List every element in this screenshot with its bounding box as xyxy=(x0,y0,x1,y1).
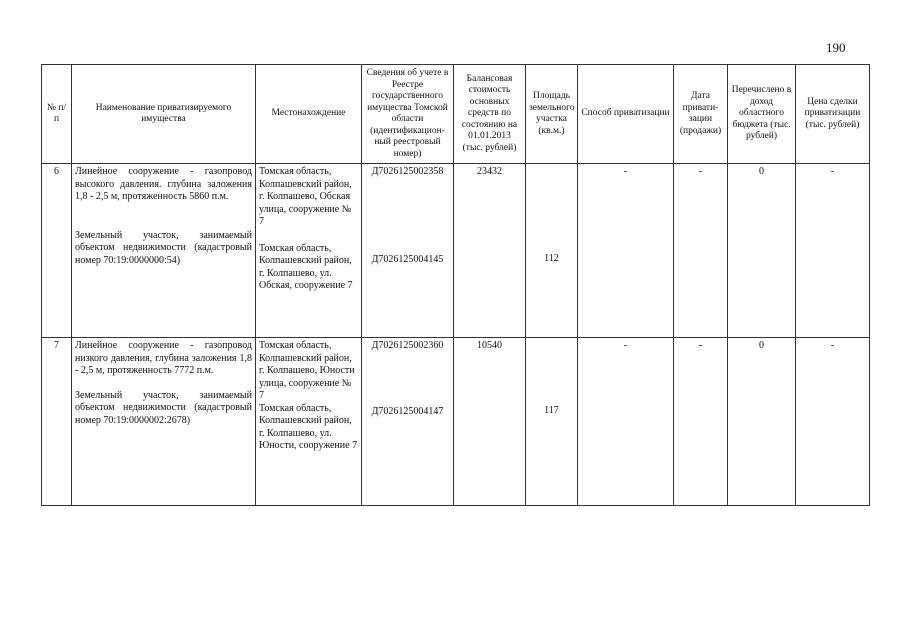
page-number: 190 xyxy=(826,40,846,55)
row-price: - xyxy=(796,164,870,338)
privatization-table xyxy=(41,64,870,506)
row-location-structure: Томская область, Колпашевский район, г. Колпашево, Обская улица, сооружение № 7 xyxy=(259,166,352,227)
row-location xyxy=(256,338,362,506)
row-price: - xyxy=(796,338,870,506)
row-area-value: 117 xyxy=(544,405,559,416)
col-header-balance: Балансовая стоимость основных средств по состоянию на 01.01.2013 (тыс. рублей) xyxy=(454,65,526,164)
row-area-value: 112 xyxy=(544,253,559,264)
row-location-land: Томская область, Колпашевский район, г. Колпашево, ул. Юности, сооружение 7 xyxy=(259,402,358,451)
row-method: - xyxy=(578,164,674,338)
col-header-date: Дата привати-зации (продажи) xyxy=(674,65,728,164)
row-registry-structure: Д7026125002358 xyxy=(371,166,444,177)
row-registry-structure: Д7026125002360 xyxy=(371,340,444,351)
row-area xyxy=(526,338,578,506)
row-name xyxy=(72,338,256,506)
row-name-land: Земельный участок, занимаемый объектом недвижимости (кадастровый номер 70:19:0000002:2678) xyxy=(75,389,252,426)
row-name-structure: Линейное сооружение - газопровод низкого давления, глубина заложения 1,8 - 2,5 м, протяженность 7772 п.м. xyxy=(75,340,252,376)
col-header-transferred: Перечислено в доход областного бюджета (тыс. рублей) xyxy=(728,65,796,164)
table-row xyxy=(42,338,870,506)
row-registry xyxy=(362,338,454,506)
col-header-location: Местонахождение xyxy=(256,65,362,164)
row-registry xyxy=(362,164,454,338)
table-row xyxy=(42,164,870,338)
row-name-land: Земельный участок, занимаемый объектом недвижимости (кадастровый номер 70:19:0000000:54) xyxy=(75,229,252,266)
row-location xyxy=(256,164,362,338)
row-area xyxy=(526,164,578,338)
row-method: - xyxy=(578,338,674,506)
row-name-structure: Линейное сооружение - газопровод высокого давления. глубина заложения 1,8 - 2,5 м, протяженность 5860 п.м. xyxy=(75,166,252,202)
col-header-registry: Сведения об учете в Реестре государственного имущества Томской области (идентификацион-ный реестровый номер) xyxy=(362,65,454,164)
row-transferred: 0 xyxy=(728,164,796,338)
row-location-structure: Томская область, Колпашевский район, г. Колпашево, Юности улица, сооружение № 7 xyxy=(259,340,355,401)
row-num: 6 xyxy=(42,164,72,338)
col-header-num: № п/п xyxy=(42,65,72,164)
row-date: - xyxy=(674,338,728,506)
row-num: 7 xyxy=(42,338,72,506)
row-date: - xyxy=(674,164,728,338)
col-header-name: Наименование приватизируемого имущества xyxy=(72,65,256,164)
row-balance: 10540 xyxy=(454,338,526,506)
col-header-method: Способ приватизации xyxy=(578,65,674,164)
row-transferred: 0 xyxy=(728,338,796,506)
table-header-row xyxy=(42,65,870,164)
col-header-price: Цена сделки приватизации (тыс. рублей) xyxy=(796,65,870,164)
row-registry-land: Д7026125004145 xyxy=(371,253,444,265)
row-location-land: Томская область, Колпашевский район, г. Колпашево, ул. Обская, сооружение 7 xyxy=(259,242,353,291)
row-name xyxy=(72,164,256,338)
row-balance: 23432 xyxy=(454,164,526,338)
row-registry-land: Д7026125004147 xyxy=(371,405,444,417)
col-header-area: Площадь земельного участка (кв.м.) xyxy=(526,65,578,164)
